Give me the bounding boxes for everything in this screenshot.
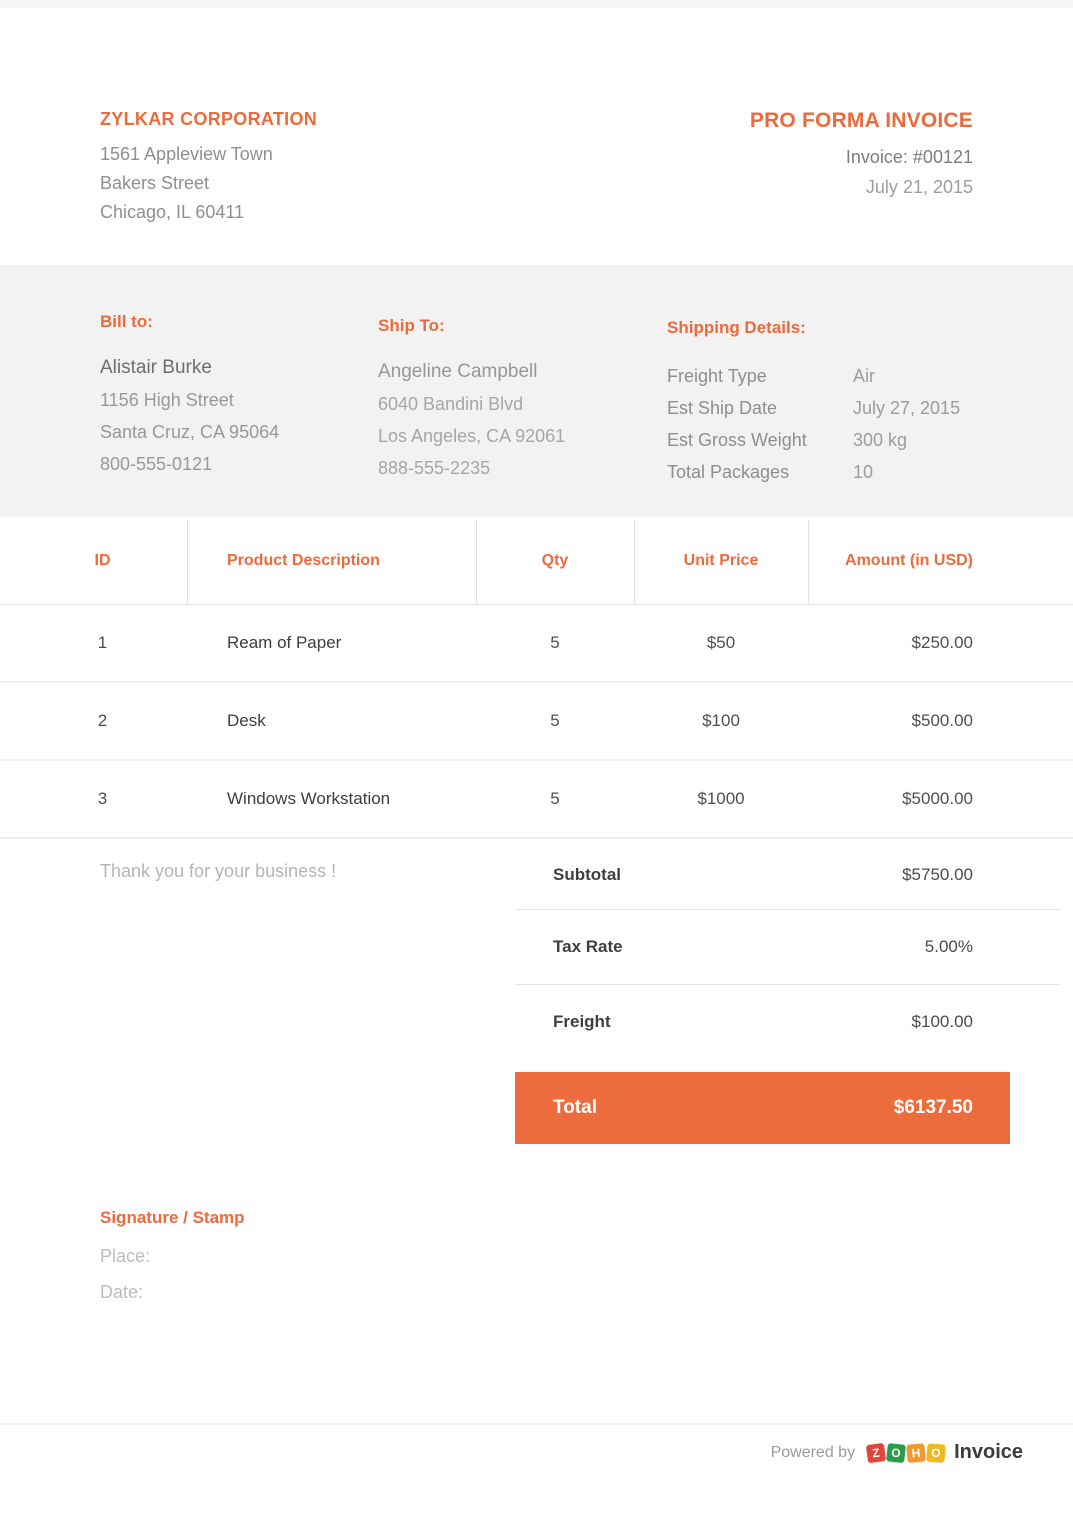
shipping-detail-row <box>667 392 960 424</box>
total-packages-value: 10 <box>853 462 874 482</box>
header-qty: Qty <box>541 551 569 569</box>
row-unit-price: $100 <box>702 711 740 730</box>
header-amount: Amount (in USD) <box>845 551 973 569</box>
zoho-logo-tile-o: O <box>926 1443 945 1462</box>
company-address-line: 1561 Appleview Town <box>100 144 273 164</box>
date-label: Date: <box>100 1282 144 1302</box>
row-qty: 5 <box>550 633 560 652</box>
zoho-logo[interactable] <box>867 1441 1023 1464</box>
subtotal-label: Subtotal <box>553 864 621 884</box>
table-row <box>0 761 1073 839</box>
row-qty: 5 <box>550 711 560 730</box>
place-label: Place: <box>100 1246 151 1266</box>
thank-you-note: Thank you for your business ! <box>100 861 337 881</box>
footer-divider <box>0 1423 1073 1425</box>
freight-row <box>515 985 1060 1058</box>
grand-total-label: Total <box>553 1097 597 1118</box>
tax-rate-row <box>515 910 1060 985</box>
table-row <box>0 605 1073 683</box>
subtotal-row <box>515 840 1060 910</box>
grand-total-value: $6137.50 <box>893 1097 973 1118</box>
ship-to-address-line: 6040 Bandini Blvd <box>378 394 524 414</box>
est-gross-weight-value: 300 kg <box>853 430 908 450</box>
company-name: ZYLKAR CORPORATION <box>100 109 318 129</box>
bill-to-address-line: Santa Cruz, CA 95064 <box>100 422 280 442</box>
powered-by-text: Powered by <box>770 1443 856 1461</box>
ship-to-address-line: Los Angeles, CA 92061 <box>378 426 566 446</box>
tax-rate-label: Tax Rate <box>553 937 623 956</box>
parties-panel <box>0 265 1073 517</box>
shipping-detail-row <box>667 360 960 392</box>
shipping-detail-row <box>667 424 960 456</box>
invoice-meta <box>750 108 973 203</box>
total-packages-label: Total Packages <box>667 462 790 482</box>
ship-to-section <box>378 315 565 484</box>
zoho-logo-tile-o: O <box>886 1443 906 1463</box>
subtotal-value: $5750.00 <box>902 864 973 884</box>
shipping-details-heading: Shipping Details: <box>667 318 806 337</box>
signature-section <box>100 1207 245 1303</box>
row-id: 3 <box>97 789 108 808</box>
bill-to-address <box>100 384 279 480</box>
row-qty: 5 <box>550 789 560 808</box>
ship-to-phone: 888-555-2235 <box>378 458 491 478</box>
header-id: ID <box>94 551 111 569</box>
zoho-logo-tile-h: H <box>906 1443 926 1463</box>
bill-to-name: Alistair Burke <box>100 357 212 378</box>
page-top-edge <box>0 0 1073 8</box>
bill-to-address-line: 1156 High Street <box>100 390 234 410</box>
row-product-description: Windows Workstation <box>227 789 391 808</box>
est-gross-weight-label: Est Gross Weight <box>667 430 807 450</box>
ship-to-heading: Ship To: <box>378 316 445 335</box>
grand-total-box <box>515 1072 1010 1144</box>
row-unit-price: $1000 <box>697 789 745 808</box>
row-unit-price: $50 <box>706 633 736 652</box>
company-address-line: Bakers Street <box>100 173 210 193</box>
header-product-description: Product Description <box>227 551 380 569</box>
freight-value: $100.00 <box>911 1011 973 1031</box>
ship-to-name: Angeline Campbell <box>378 361 538 382</box>
company-address <box>100 140 317 227</box>
bill-to-section <box>100 311 279 480</box>
company-address-line: Chicago, IL 60411 <box>100 202 245 222</box>
freight-type-label: Freight Type <box>667 366 767 386</box>
tax-rate-value: 5.00% <box>924 937 973 956</box>
invoice-number: Invoice: #00121 <box>845 147 973 167</box>
column-divider <box>808 520 809 604</box>
row-id: 1 <box>97 633 108 652</box>
row-amount: $250.00 <box>911 633 973 652</box>
totals-section <box>515 840 1060 1058</box>
invoice-title: PRO FORMA INVOICE <box>749 109 973 132</box>
zoho-product-name: Invoice <box>954 1441 1023 1463</box>
bill-to-heading: Bill to: <box>100 312 153 331</box>
header-unit-price: Unit Price <box>683 551 759 569</box>
bill-to-phone: 800-555-0121 <box>100 454 213 474</box>
row-amount: $5000.00 <box>902 789 973 808</box>
items-table <box>0 517 1073 839</box>
shipping-detail-row <box>667 456 960 488</box>
row-product-description: Desk <box>227 711 266 730</box>
row-product-description: Ream of Paper <box>227 633 342 652</box>
column-divider <box>476 520 477 604</box>
est-ship-date-label: Est Ship Date <box>667 398 778 418</box>
column-divider <box>634 520 635 604</box>
items-table-header <box>0 517 1073 605</box>
freight-type-value: Air <box>853 366 875 386</box>
column-divider <box>187 520 188 604</box>
shipping-details-rows <box>667 360 960 488</box>
est-ship-date-value: July 27, 2015 <box>853 398 961 418</box>
signature-heading: Signature / Stamp <box>100 1208 245 1227</box>
company-block <box>100 106 317 227</box>
footer <box>771 1441 1023 1464</box>
zoho-logo-tile-z: Z <box>866 1442 886 1462</box>
invoice-date: July 21, 2015 <box>865 177 973 197</box>
row-amount: $500.00 <box>911 711 973 730</box>
ship-to-address <box>378 388 565 484</box>
freight-label: Freight <box>553 1011 611 1031</box>
shipping-details-section <box>667 317 960 488</box>
row-id: 2 <box>97 711 108 730</box>
table-row <box>0 683 1073 761</box>
